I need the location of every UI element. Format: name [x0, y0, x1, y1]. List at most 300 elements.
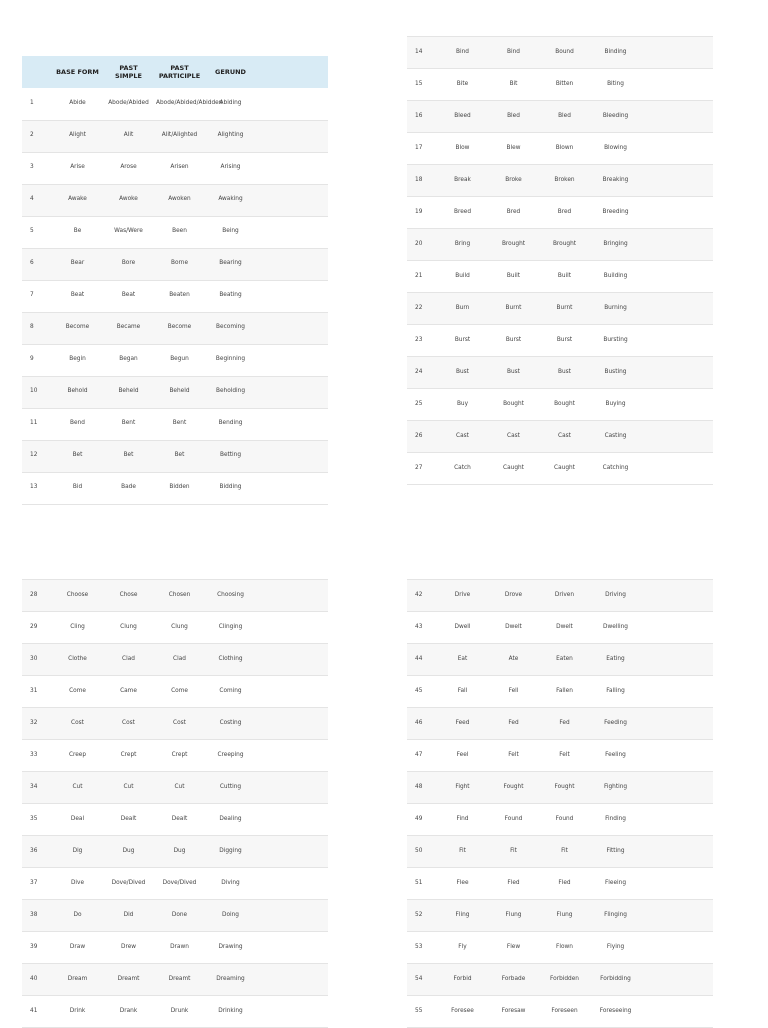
past-participle-cell: Blown	[539, 133, 590, 165]
table-row	[22, 280, 328, 312]
table-row	[407, 740, 713, 772]
past-participle-cell: Bet	[154, 440, 205, 472]
past-simple-cell: Brought	[488, 229, 539, 261]
row-number: 24	[407, 357, 437, 389]
gerund-cell: Foreseeing	[590, 996, 641, 1028]
gerund-cell: Fitting	[590, 836, 641, 868]
row-number: 32	[22, 708, 52, 740]
past-participle-cell: Fed	[539, 708, 590, 740]
base-form-cell: Fight	[437, 772, 488, 804]
past-participle-cell: Bought	[539, 389, 590, 421]
table-row	[407, 261, 713, 293]
past-simple-cell: Drove	[488, 580, 539, 612]
gerund-cell: Betting	[205, 440, 256, 472]
past-participle-cell: Flown	[539, 932, 590, 964]
past-participle-cell: Fit	[539, 836, 590, 868]
base-form-cell: Beat	[52, 280, 103, 312]
table-row	[22, 312, 328, 344]
row-number: 40	[22, 964, 52, 996]
past-participle-cell: Awoken	[154, 184, 205, 216]
table-row	[407, 421, 713, 453]
past-participle-cell: Caught	[539, 453, 590, 485]
gerund-cell: Bending	[205, 408, 256, 440]
row-spacer	[256, 996, 328, 1028]
base-form-cell: Catch	[437, 453, 488, 485]
row-spacer	[641, 932, 713, 964]
row-spacer	[256, 772, 328, 804]
past-simple-cell: Foresaw	[488, 996, 539, 1028]
row-number: 21	[407, 261, 437, 293]
row-spacer	[641, 357, 713, 389]
past-participle-cell: Bent	[154, 408, 205, 440]
base-form-cell: Fall	[437, 676, 488, 708]
base-form-cell: Blow	[437, 133, 488, 165]
gerund-cell: Building	[590, 261, 641, 293]
row-spacer	[256, 376, 328, 408]
row-number: 48	[407, 772, 437, 804]
verb-table-3-grid	[22, 579, 328, 1028]
past-simple-cell: Began	[103, 344, 154, 376]
past-simple-cell: Fed	[488, 708, 539, 740]
gerund-cell: Alighting	[205, 120, 256, 152]
row-spacer	[641, 740, 713, 772]
base-form-cell: Dive	[52, 868, 103, 900]
row-spacer	[641, 229, 713, 261]
table-row	[407, 708, 713, 740]
past-simple-cell: Bet	[103, 440, 154, 472]
row-number: 11	[22, 408, 52, 440]
base-form-cell: Bear	[52, 248, 103, 280]
table-row	[407, 644, 713, 676]
row-number: 1	[22, 88, 52, 120]
past-participle-cell: Fled	[539, 868, 590, 900]
table-row	[22, 152, 328, 184]
row-number: 43	[407, 612, 437, 644]
base-form-cell: Dwell	[437, 612, 488, 644]
base-form-cell: Be	[52, 216, 103, 248]
base-form-cell: Bind	[437, 37, 488, 69]
base-form-cell: Dig	[52, 836, 103, 868]
base-form-cell: Choose	[52, 580, 103, 612]
row-spacer	[256, 964, 328, 996]
gerund-cell: Busting	[590, 357, 641, 389]
verb-table-2-grid	[407, 36, 713, 485]
row-number: 52	[407, 900, 437, 932]
table-row	[22, 344, 328, 376]
header-past-participle: PAST PARTICIPLE	[154, 56, 205, 88]
table-row	[407, 932, 713, 964]
table-row	[407, 804, 713, 836]
verb-table-2	[407, 36, 713, 485]
table-row	[407, 197, 713, 229]
table-row	[407, 453, 713, 485]
past-simple-cell: Awoke	[103, 184, 154, 216]
row-number: 45	[407, 676, 437, 708]
table-row	[407, 325, 713, 357]
row-spacer	[641, 37, 713, 69]
table-row	[22, 836, 328, 868]
verb-table-1-grid	[22, 56, 328, 505]
base-form-cell: Bleed	[437, 101, 488, 133]
row-spacer	[256, 644, 328, 676]
past-participle-cell: Bust	[539, 357, 590, 389]
row-spacer	[641, 389, 713, 421]
row-number: 50	[407, 836, 437, 868]
gerund-cell: Becoming	[205, 312, 256, 344]
row-spacer	[256, 120, 328, 152]
past-simple-cell: Ate	[488, 644, 539, 676]
row-spacer	[641, 900, 713, 932]
table-row	[22, 932, 328, 964]
past-participle-cell: Borne	[154, 248, 205, 280]
verb-table-3	[22, 579, 328, 1028]
row-number: 37	[22, 868, 52, 900]
base-form-cell: Fit	[437, 836, 488, 868]
past-participle-cell: Drunk	[154, 996, 205, 1028]
past-simple-cell: Bind	[488, 37, 539, 69]
row-spacer	[641, 101, 713, 133]
row-spacer	[641, 453, 713, 485]
past-participle-cell: Dove/Dived	[154, 868, 205, 900]
verb-table-4-grid	[407, 579, 713, 1028]
row-spacer	[641, 772, 713, 804]
past-simple-cell: Clad	[103, 644, 154, 676]
gerund-cell: Cutting	[205, 772, 256, 804]
past-simple-cell: Bought	[488, 389, 539, 421]
gerund-cell: Doing	[205, 900, 256, 932]
past-participle-cell: Flung	[539, 900, 590, 932]
base-form-cell: Drive	[437, 580, 488, 612]
past-simple-cell: Cost	[103, 708, 154, 740]
base-form-cell: Find	[437, 804, 488, 836]
table-row	[407, 996, 713, 1028]
table-row	[22, 676, 328, 708]
base-form-cell: Feel	[437, 740, 488, 772]
table-row	[407, 580, 713, 612]
gerund-cell: Bearing	[205, 248, 256, 280]
past-simple-cell: Cast	[488, 421, 539, 453]
past-simple-cell: Flew	[488, 932, 539, 964]
gerund-cell: Biting	[590, 69, 641, 101]
base-form-cell: Fling	[437, 900, 488, 932]
base-form-cell: Bite	[437, 69, 488, 101]
row-spacer	[641, 165, 713, 197]
row-number: 6	[22, 248, 52, 280]
past-simple-cell: Fell	[488, 676, 539, 708]
past-simple-cell: Beat	[103, 280, 154, 312]
gerund-cell: Awaking	[205, 184, 256, 216]
base-form-cell: Deal	[52, 804, 103, 836]
table-row	[22, 708, 328, 740]
past-participle-cell: Arisen	[154, 152, 205, 184]
row-spacer	[641, 708, 713, 740]
row-spacer	[256, 612, 328, 644]
base-form-cell: Buy	[437, 389, 488, 421]
row-number: 9	[22, 344, 52, 376]
row-number: 14	[407, 37, 437, 69]
past-participle-cell: Clad	[154, 644, 205, 676]
base-form-cell: Burn	[437, 293, 488, 325]
row-spacer	[641, 644, 713, 676]
base-form-cell: Bust	[437, 357, 488, 389]
past-simple-cell: Chose	[103, 580, 154, 612]
table-row	[22, 248, 328, 280]
past-participle-cell: Bitten	[539, 69, 590, 101]
row-number: 27	[407, 453, 437, 485]
row-spacer	[641, 69, 713, 101]
row-number: 16	[407, 101, 437, 133]
row-spacer	[641, 964, 713, 996]
table-row	[22, 996, 328, 1028]
past-simple-cell: Bade	[103, 472, 154, 504]
base-form-cell: Build	[437, 261, 488, 293]
base-form-cell: Arise	[52, 152, 103, 184]
past-participle-cell: Come	[154, 676, 205, 708]
row-spacer	[256, 312, 328, 344]
past-participle-cell: Alit/Alighted	[154, 120, 205, 152]
gerund-cell: Beginning	[205, 344, 256, 376]
base-form-cell: Come	[52, 676, 103, 708]
row-spacer	[256, 740, 328, 772]
past-simple-cell: Bust	[488, 357, 539, 389]
gerund-cell: Clinging	[205, 612, 256, 644]
gerund-cell: Breaking	[590, 165, 641, 197]
gerund-cell: Feeling	[590, 740, 641, 772]
base-form-cell: Abide	[52, 88, 103, 120]
past-participle-cell: Bound	[539, 37, 590, 69]
table-row	[407, 357, 713, 389]
row-spacer	[641, 676, 713, 708]
row-number: 26	[407, 421, 437, 453]
base-form-cell: Behold	[52, 376, 103, 408]
table-row	[407, 389, 713, 421]
base-form-cell: Cling	[52, 612, 103, 644]
past-simple-cell: Dwelt	[488, 612, 539, 644]
table-row	[407, 229, 713, 261]
base-form-cell: Cut	[52, 772, 103, 804]
row-spacer	[256, 408, 328, 440]
table-row	[22, 772, 328, 804]
row-number: 4	[22, 184, 52, 216]
row-spacer	[641, 293, 713, 325]
gerund-cell: Buying	[590, 389, 641, 421]
row-spacer	[256, 216, 328, 248]
row-spacer	[256, 804, 328, 836]
verb-table-1	[22, 56, 328, 505]
row-spacer	[256, 280, 328, 312]
row-spacer	[641, 325, 713, 357]
base-form-cell: Burst	[437, 325, 488, 357]
past-participle-cell: Cast	[539, 421, 590, 453]
gerund-cell: Forbidding	[590, 964, 641, 996]
gerund-cell: Being	[205, 216, 256, 248]
row-spacer	[641, 133, 713, 165]
gerund-cell: Dwelling	[590, 612, 641, 644]
gerund-cell: Creeping	[205, 740, 256, 772]
row-spacer	[256, 440, 328, 472]
past-simple-cell: Abode/Abided	[103, 88, 154, 120]
row-number: 30	[22, 644, 52, 676]
row-spacer	[641, 804, 713, 836]
base-form-cell: Foresee	[437, 996, 488, 1028]
row-number: 34	[22, 772, 52, 804]
row-spacer	[256, 836, 328, 868]
gerund-cell: Drawing	[205, 932, 256, 964]
base-form-cell: Fly	[437, 932, 488, 964]
past-simple-cell: Fit	[488, 836, 539, 868]
header-base-form: BASE FORM	[52, 56, 103, 88]
table-row	[22, 964, 328, 996]
row-number: 23	[407, 325, 437, 357]
past-simple-cell: Bent	[103, 408, 154, 440]
row-spacer	[256, 580, 328, 612]
past-participle-cell: Eaten	[539, 644, 590, 676]
table-row	[407, 868, 713, 900]
table-row	[22, 184, 328, 216]
past-participle-cell: Done	[154, 900, 205, 932]
gerund-cell: Digging	[205, 836, 256, 868]
base-form-cell: Clothe	[52, 644, 103, 676]
gerund-cell: Blowing	[590, 133, 641, 165]
base-form-cell: Flee	[437, 868, 488, 900]
gerund-cell: Eating	[590, 644, 641, 676]
gerund-cell: Choosing	[205, 580, 256, 612]
verb-table-3-body	[22, 580, 328, 1028]
row-number: 7	[22, 280, 52, 312]
past-simple-cell: Came	[103, 676, 154, 708]
base-form-cell: Bid	[52, 472, 103, 504]
past-simple-cell: Bred	[488, 197, 539, 229]
past-participle-cell: Dug	[154, 836, 205, 868]
past-simple-cell: Was/Were	[103, 216, 154, 248]
gerund-cell: Costing	[205, 708, 256, 740]
gerund-cell: Coming	[205, 676, 256, 708]
table-row	[22, 580, 328, 612]
row-number: 49	[407, 804, 437, 836]
past-participle-cell: Built	[539, 261, 590, 293]
base-form-cell: Do	[52, 900, 103, 932]
row-spacer	[641, 421, 713, 453]
row-spacer	[256, 932, 328, 964]
row-spacer	[256, 676, 328, 708]
past-participle-cell: Felt	[539, 740, 590, 772]
header-number	[22, 56, 52, 88]
row-number: 22	[407, 293, 437, 325]
row-number: 39	[22, 932, 52, 964]
past-participle-cell: Cost	[154, 708, 205, 740]
row-number: 36	[22, 836, 52, 868]
row-number: 53	[407, 932, 437, 964]
table-row	[22, 644, 328, 676]
base-form-cell: Alight	[52, 120, 103, 152]
past-participle-cell: Begun	[154, 344, 205, 376]
past-participle-cell: Fallen	[539, 676, 590, 708]
base-form-cell: Breed	[437, 197, 488, 229]
table-row	[22, 740, 328, 772]
table-row	[22, 216, 328, 248]
row-spacer	[256, 900, 328, 932]
gerund-cell: Abiding	[205, 88, 256, 120]
gerund-cell: Driving	[590, 580, 641, 612]
table-row	[22, 472, 328, 504]
row-spacer	[641, 612, 713, 644]
row-number: 3	[22, 152, 52, 184]
table-row	[407, 165, 713, 197]
past-participle-cell: Cut	[154, 772, 205, 804]
past-participle-cell: Burst	[539, 325, 590, 357]
base-form-cell: Cast	[437, 421, 488, 453]
past-simple-cell: Broke	[488, 165, 539, 197]
row-spacer	[256, 184, 328, 216]
table-row	[22, 440, 328, 472]
table-row	[407, 900, 713, 932]
past-participle-cell: Burnt	[539, 293, 590, 325]
past-participle-cell: Dealt	[154, 804, 205, 836]
past-simple-cell: Built	[488, 261, 539, 293]
past-participle-cell: Forbidden	[539, 964, 590, 996]
row-number: 17	[407, 133, 437, 165]
row-number: 18	[407, 165, 437, 197]
past-participle-cell: Brought	[539, 229, 590, 261]
past-participle-cell: Broken	[539, 165, 590, 197]
gerund-cell: Feeding	[590, 708, 641, 740]
header-past-simple: PAST SIMPLE	[103, 56, 154, 88]
past-simple-cell: Alit	[103, 120, 154, 152]
past-simple-cell: Felt	[488, 740, 539, 772]
table-row	[407, 612, 713, 644]
gerund-cell: Fighting	[590, 772, 641, 804]
verb-table-2-body	[407, 37, 713, 485]
row-number: 5	[22, 216, 52, 248]
past-simple-cell: Did	[103, 900, 154, 932]
gerund-cell: Bidding	[205, 472, 256, 504]
row-spacer	[256, 248, 328, 280]
row-spacer	[256, 708, 328, 740]
table-row	[407, 101, 713, 133]
gerund-cell: Breeding	[590, 197, 641, 229]
past-simple-cell: Burst	[488, 325, 539, 357]
past-participle-cell: Abode/Abided/Abidden	[154, 88, 205, 120]
row-spacer	[256, 868, 328, 900]
table-row	[407, 293, 713, 325]
table-row	[22, 868, 328, 900]
past-simple-cell: Found	[488, 804, 539, 836]
gerund-cell: Casting	[590, 421, 641, 453]
past-participle-cell: Foreseen	[539, 996, 590, 1028]
past-simple-cell: Drank	[103, 996, 154, 1028]
past-simple-cell: Clung	[103, 612, 154, 644]
past-simple-cell: Bore	[103, 248, 154, 280]
table-row	[407, 37, 713, 69]
gerund-cell: Beating	[205, 280, 256, 312]
header-gerund: GERUND	[205, 56, 256, 88]
past-simple-cell: Burnt	[488, 293, 539, 325]
past-participle-cell: Clung	[154, 612, 205, 644]
base-form-cell: Eat	[437, 644, 488, 676]
row-spacer	[641, 261, 713, 293]
past-simple-cell: Dug	[103, 836, 154, 868]
row-number: 8	[22, 312, 52, 344]
table-row	[22, 120, 328, 152]
row-number: 31	[22, 676, 52, 708]
row-spacer	[641, 996, 713, 1028]
table-row	[22, 900, 328, 932]
past-simple-cell: Bled	[488, 101, 539, 133]
past-simple-cell: Arose	[103, 152, 154, 184]
past-simple-cell: Caught	[488, 453, 539, 485]
table-row	[22, 612, 328, 644]
past-simple-cell: Cut	[103, 772, 154, 804]
